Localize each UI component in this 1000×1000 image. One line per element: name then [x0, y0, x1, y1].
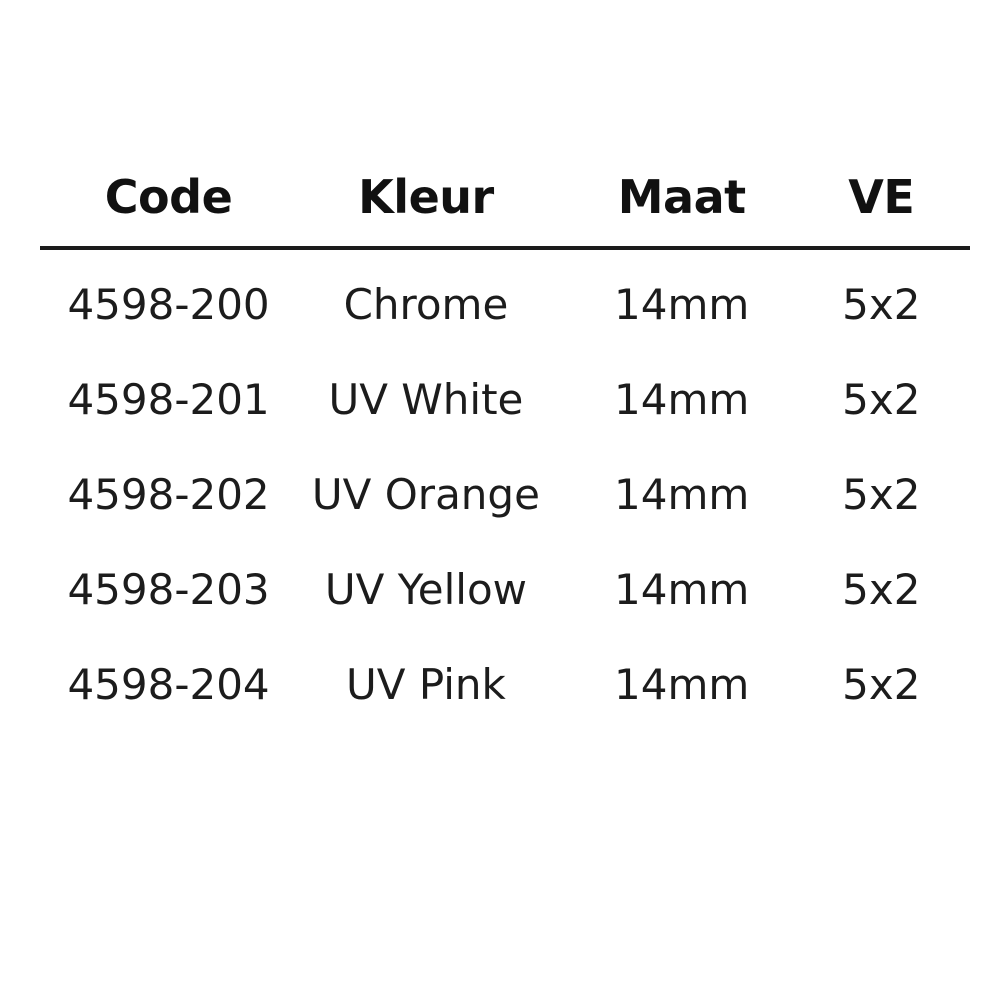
cell-kleur: UV Orange — [311, 470, 540, 519]
column-header-ve: VE — [848, 170, 915, 224]
cell-ve: 5x2 — [842, 470, 921, 519]
spec-table-container — [40, 170, 970, 732]
cell-maat: 14mm — [614, 280, 750, 329]
table-row — [40, 542, 970, 637]
column-header-maat: Maat — [617, 170, 746, 224]
cell-kleur: UV Yellow — [324, 565, 527, 614]
cell-code: 4598-204 — [67, 660, 270, 709]
cell-code: 4598-203 — [67, 565, 270, 614]
table-row — [40, 637, 970, 732]
cell-ve: 5x2 — [842, 565, 921, 614]
table-header — [40, 170, 970, 248]
table-body — [40, 248, 970, 732]
cell-ve: 5x2 — [842, 280, 921, 329]
table-row — [40, 352, 970, 447]
cell-maat: 14mm — [614, 660, 750, 709]
table-header-row — [40, 170, 970, 248]
cell-kleur: UV White — [328, 375, 524, 424]
table-row — [40, 248, 970, 352]
cell-ve: 5x2 — [842, 660, 921, 709]
cell-kleur: Chrome — [343, 280, 509, 329]
cell-code: 4598-200 — [67, 280, 270, 329]
cell-ve: 5x2 — [842, 375, 921, 424]
table-row — [40, 447, 970, 542]
cell-kleur: UV Pink — [346, 660, 506, 709]
cell-maat: 14mm — [614, 470, 750, 519]
cell-code: 4598-202 — [67, 470, 270, 519]
column-header-code: Code — [104, 170, 233, 224]
cell-code: 4598-201 — [67, 375, 270, 424]
cell-maat: 14mm — [614, 375, 750, 424]
cell-maat: 14mm — [614, 565, 750, 614]
column-header-kleur: Kleur — [358, 170, 494, 224]
product-variant-table — [40, 170, 970, 732]
